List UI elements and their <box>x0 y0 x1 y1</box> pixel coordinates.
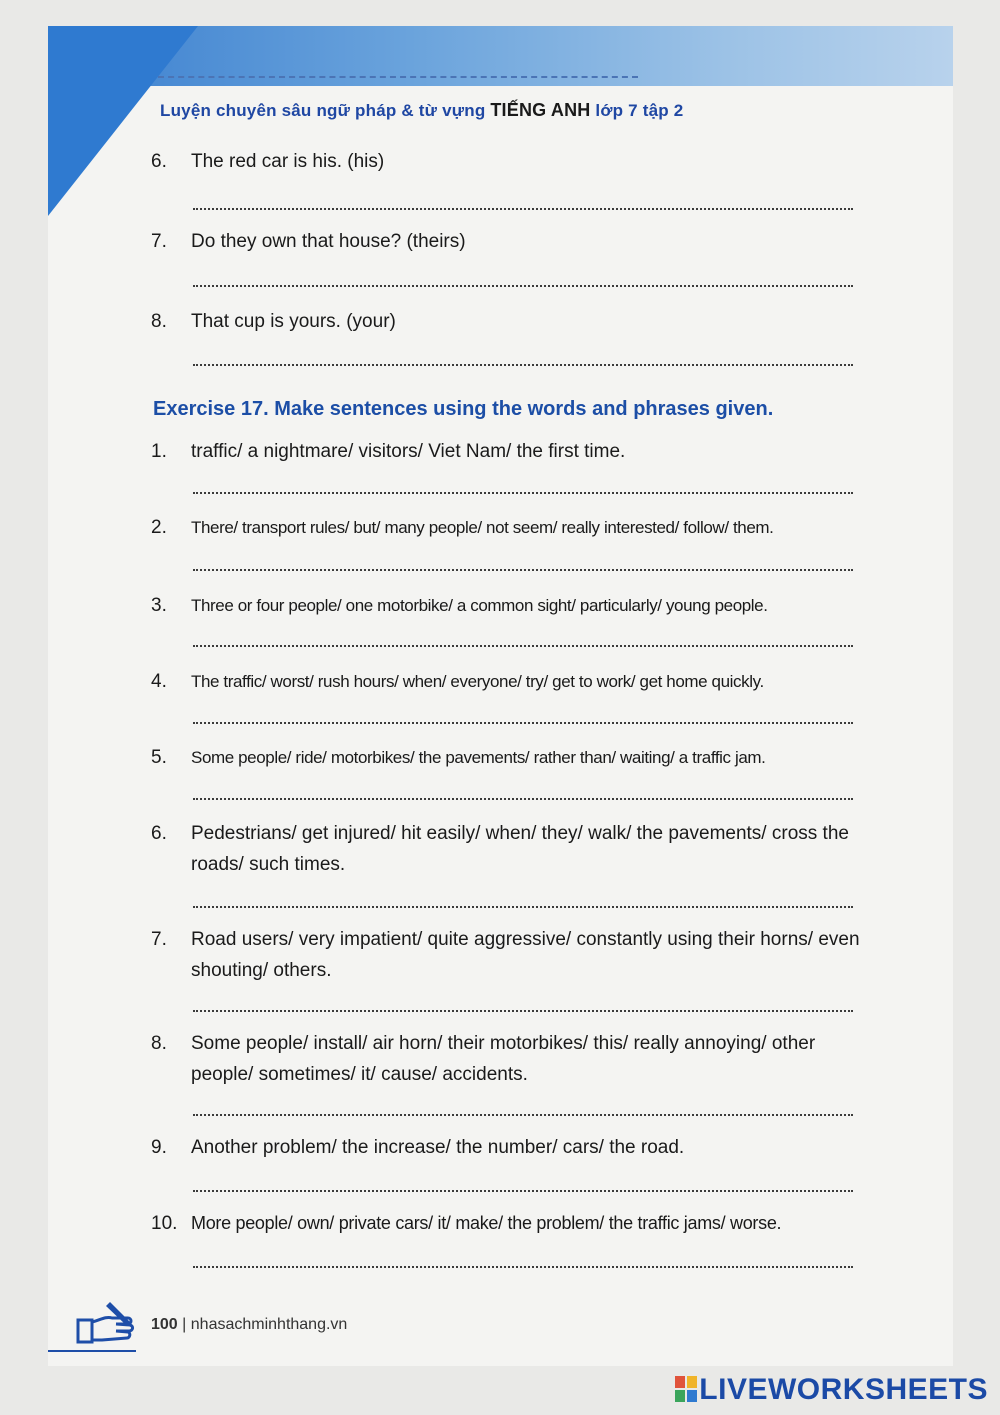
answer-line-6[interactable] <box>193 906 853 908</box>
answer-line-8[interactable] <box>193 1114 853 1116</box>
answer-line-prev-6[interactable] <box>193 208 853 210</box>
footer-rule <box>48 1350 136 1352</box>
answer-line-2[interactable] <box>193 569 853 571</box>
worksheet-page: Luyện chuyên sâu ngữ pháp & từ vựng TIẾNG ANH lớp 7 tập 2 6. The red car is his. (his) 7. Do they own that house? (theirs) 8. That cup is yours. (your) Exercise 17. Make sentences using the words and phrases given. 1. traffic/ a nightmare/ visitors/ Viet Nam/ the first time. 2. There/ transport rules/ but/ many people/ not seem/ really interested/ follow/ them. 3. Three or four people/ one motorbike/ a common sight/ particularly/ young people. 4. The traffic/ worst/ rush hours/ when/ everyone/ try/ get to work/ get home quickly. 5. Some people/ ride/ motorbikes/ the pavements/ rather than/ waiting/ a traffic jam. 6. Pedestrians/ get injured/ hit easily/ when/ they/ walk/ the pavements/ cross the roads/ such times. 7. Road users/ very impatient/ quite aggressive/ constantly using their horns/ even shouting/ others. 8. Some people/ install/ air horn/ their motorbikes/ this/ really annoying/ other people/ sometimes/ it/ cause/ accidents. 9. Another problem/ the increase/ the number/ cars/ the road. 10. More people/ own/ private cars/ it/ make/ the problem/ the traffic jams/ worse. 100 | nhasachminhthang.vn <box>48 26 953 1366</box>
corner-triangle <box>48 26 198 216</box>
answer-line-10[interactable] <box>193 1266 853 1268</box>
exercise-title: Exercise 17. Make sentences using the words and phrases given. <box>153 398 774 420</box>
liveworksheets-logo-icon <box>675 1376 697 1402</box>
answer-line-5[interactable] <box>193 798 853 800</box>
answer-line-4[interactable] <box>193 722 853 724</box>
page-number: 100 <box>151 1316 178 1333</box>
answer-line-7[interactable] <box>193 1010 853 1012</box>
answer-line-9[interactable] <box>193 1190 853 1192</box>
answer-line-3[interactable] <box>193 645 853 647</box>
footer-site: nhasachminhthang.vn <box>190 1316 348 1333</box>
series-title: Luyện chuyên sâu ngữ pháp & từ vựng TIẾNG ANH lớp 7 tập 2 <box>160 100 684 120</box>
hand-writing-icon <box>72 1298 136 1348</box>
answer-line-prev-7[interactable] <box>193 285 853 287</box>
answer-line-1[interactable] <box>193 492 853 494</box>
header-dashed-rule <box>158 76 638 78</box>
answer-line-prev-8[interactable] <box>193 364 853 366</box>
page-footer: 100 | nhasachminhthang.vn <box>151 1316 348 1333</box>
liveworksheets-watermark: LIVEWORKSHEETS <box>675 1373 988 1407</box>
